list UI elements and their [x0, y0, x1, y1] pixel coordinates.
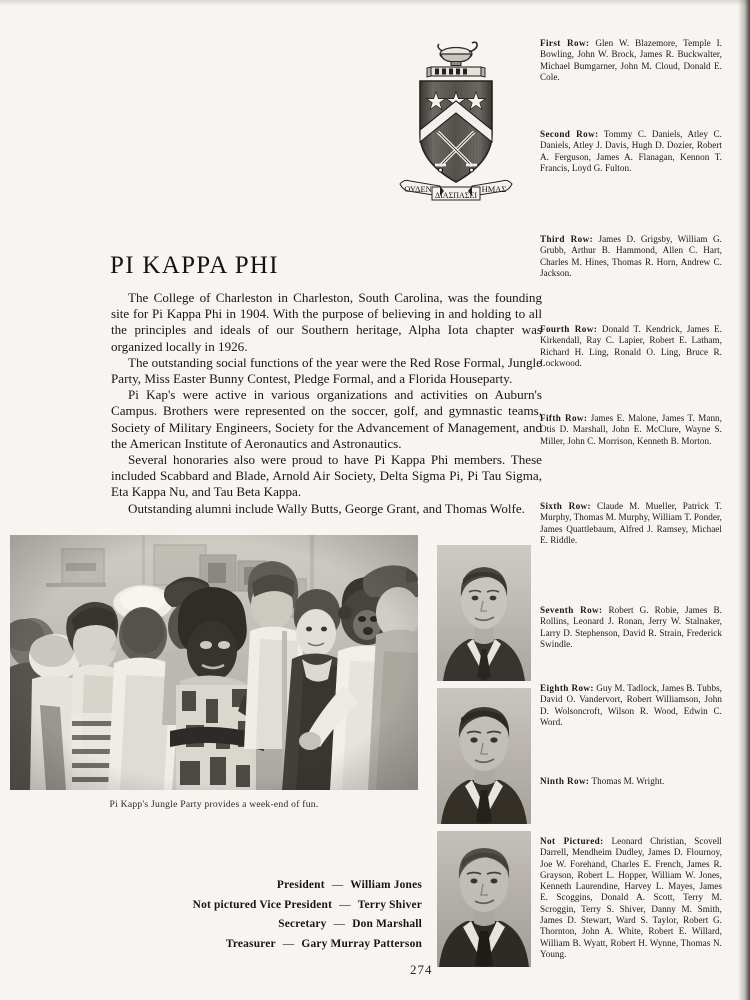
- motto-center: ΔΙΑΣΠΑΣΕΙ: [434, 191, 478, 200]
- officer-name: Gary Murray Patterson: [301, 937, 422, 950]
- photo-caption: Pi Kapp's Jungle Party provides a week-end of fun.: [109, 799, 319, 810]
- scan-binding-edge: [738, 0, 750, 1000]
- roster-entry: [540, 683, 722, 728]
- chapter-description: [111, 290, 542, 517]
- motto-banner: [400, 180, 512, 200]
- body-paragraph: Several honoraries also were proud to have Pi Kappa Phi members. These included Scabbard and Blade, Arnold Air Society, Delta Sigma Pi, Pi Tau Sigma, Eta Kappa Nu, and Tau Beta Kappa.: [111, 452, 542, 500]
- officer-dash: —: [282, 937, 295, 950]
- roster-row-names: Glen W. Blazemore, Temple I. Bowling, John W. Brock, James R. Buckwalter, Michael Bumgarner, John M. Cloud, Donald E. Cole.: [540, 38, 723, 82]
- fraternity-crest: [398, 34, 514, 206]
- roster-row-label: Third Row:: [540, 234, 594, 244]
- roster-row-label: Sixth Row:: [540, 501, 591, 511]
- officer-title: Treasurer: [225, 937, 276, 950]
- roster-row-names: Robert G. Robie, James B. Rollins, Leonard J. Ronan, Jerry W. Stalnaker, Larry D. Stephenson, David R. Strain, Frederick Swindle.: [540, 605, 722, 649]
- roster-row-names: Tommy C. Daniels, Atley C. Daniels, Atley J. Davis, Hugh D. Dozier, Robert A. Ferguson, James A. Flanagan, Kennon T. Francis, Loyd G. Fulton.: [540, 129, 722, 173]
- officer-title: Secretary: [278, 918, 327, 930]
- officer-note: Not pictured: [192, 898, 260, 911]
- officers-list: [110, 876, 422, 954]
- officer-dash: —: [339, 898, 351, 911]
- body-paragraph: Pi Kap's were active in various organizations and activities on Auburn's Campus. Brothers were represented on the soccer, golf, and gymnastic teams, Society of Military Engineers, Society for the Advancement of Management, and the American Institute of Aeronautics and Astronautics.: [111, 387, 542, 451]
- roster-entry: [540, 38, 722, 83]
- roster-row-names: Donald T. Kendrick, James E. Kirkendall, Ray C. Lapier, Robert E. Latham, Richard H. Ling, Ronald O. Ling, Bruce R. Lockwood.: [540, 324, 722, 368]
- roster-row-label: Fifth Row:: [540, 413, 588, 423]
- officer-title: Vice President: [259, 898, 333, 911]
- roster-entry: [540, 501, 722, 546]
- roster-row-label: Eighth Row:: [540, 683, 594, 693]
- officer-dash: —: [331, 879, 344, 891]
- officer-row: [110, 876, 422, 896]
- roster-entry: [540, 413, 722, 447]
- page-title: PI KAPPA PHI: [110, 252, 279, 279]
- officer-dash: —: [333, 918, 346, 930]
- roster-row-names: Claude M. Mueller, Patrick T. Murphy, Thomas M. Murphy, William T. Ponder, James Quattlebaum, Alfred J. Ramsey, Michael E. Riddle.: [540, 501, 722, 545]
- officer-row: [110, 915, 422, 935]
- roster-row-label: Ninth Row:: [540, 776, 590, 786]
- motto-right: ΗΜΑΣ: [481, 184, 507, 194]
- officer-row: [110, 896, 422, 916]
- jungle-party-photo: [10, 535, 418, 790]
- roster-row-names: James D. Grigsby, William G. Grubb, Arthur B. Hammond, Allen C. Hart, Charles M. Hines, Thomas R. Horn, Andrew C. Jackson.: [540, 234, 722, 278]
- roster-entry: [540, 129, 722, 174]
- officer-row: [110, 935, 422, 955]
- page-number: 274: [410, 962, 433, 977]
- motto-left: ΟΥΔΕΝ: [404, 184, 432, 194]
- roster-entry: [540, 776, 722, 787]
- roster-entry: [540, 836, 722, 960]
- roster-entry: [540, 605, 722, 650]
- roster-row-names: Leonard Christian, Scovell Darrell, Mendheim Dudley, James D. Flournoy, Joe W. Forehand, Charles E. French, James R. Grayson, Robert L. Hopper, William W. Jones, Kenneth Laurendine, Harvey L. Mayes, James E. Scoggins, Donald A. Scott, Terry M. Scroggin, Terry S. Shiver, Danny M. Smith, James D. Stewart, Ward S. Taylor, Robert G. Thornton, John A. White, Robert E. Willard, William B. Wyatt, Robert H. Wynne, Thomas N. Young.: [540, 836, 723, 959]
- body-paragraph: The College of Charleston in Charleston, South Carolina, was the founding site for Pi Kappa Phi in 1904. With the purpose of believing in and holding to all the principles and ideals of our Southern heritage, Alpha Iota chapter was organized locally in 1926.: [111, 290, 542, 354]
- officer-portrait-1: [437, 545, 531, 681]
- roster-entry: [540, 324, 722, 369]
- body-paragraph: Outstanding alumni include Wally Butts, George Grant, and Thomas Wolfe.: [128, 500, 525, 516]
- roster-entry: [540, 234, 722, 279]
- officer-name: Terry Shiver: [357, 898, 422, 911]
- roster-row-names: James E. Malone, James T. Mann, Otis D. Marshall, John E. McClure, Wayne S. Miller, John C. Morrison, Kenneth B. Morton.: [540, 413, 722, 446]
- roster-row-label: First Row:: [540, 38, 590, 48]
- officer-name: William Jones: [350, 879, 422, 891]
- roster-row-label: Not Pictured:: [540, 836, 604, 846]
- body-paragraph: The outstanding social functions of the year were the Red Rose Formal, Jungle Party, Miss Easter Bunny Contest, Pledge Formal, and a Florida Houseparty.: [111, 354, 542, 387]
- officer-name: Don Marshall: [352, 918, 422, 930]
- roster-row-label: Seventh Row:: [540, 605, 603, 615]
- shield: [420, 81, 492, 182]
- roster-row-names: Thomas M. Wright.: [589, 776, 665, 786]
- lamp-icon: [438, 42, 477, 65]
- officer-title: President: [276, 879, 325, 891]
- roster-row-label: Second Row:: [540, 129, 599, 139]
- officer-portrait-3: [437, 831, 531, 967]
- roster-row-label: Fourth Row:: [540, 324, 598, 334]
- officer-portrait-2: [437, 688, 531, 824]
- scan-edge-top: [0, 0, 750, 6]
- roster-row-names: Guy M. Tadlock, James B. Tubbs, David O. Vandervort, Robert Williamson, John D. Wolsoncroft, Wilson R. Wood, Edwin C. Word.: [540, 683, 722, 727]
- scroll-bar: [427, 67, 485, 77]
